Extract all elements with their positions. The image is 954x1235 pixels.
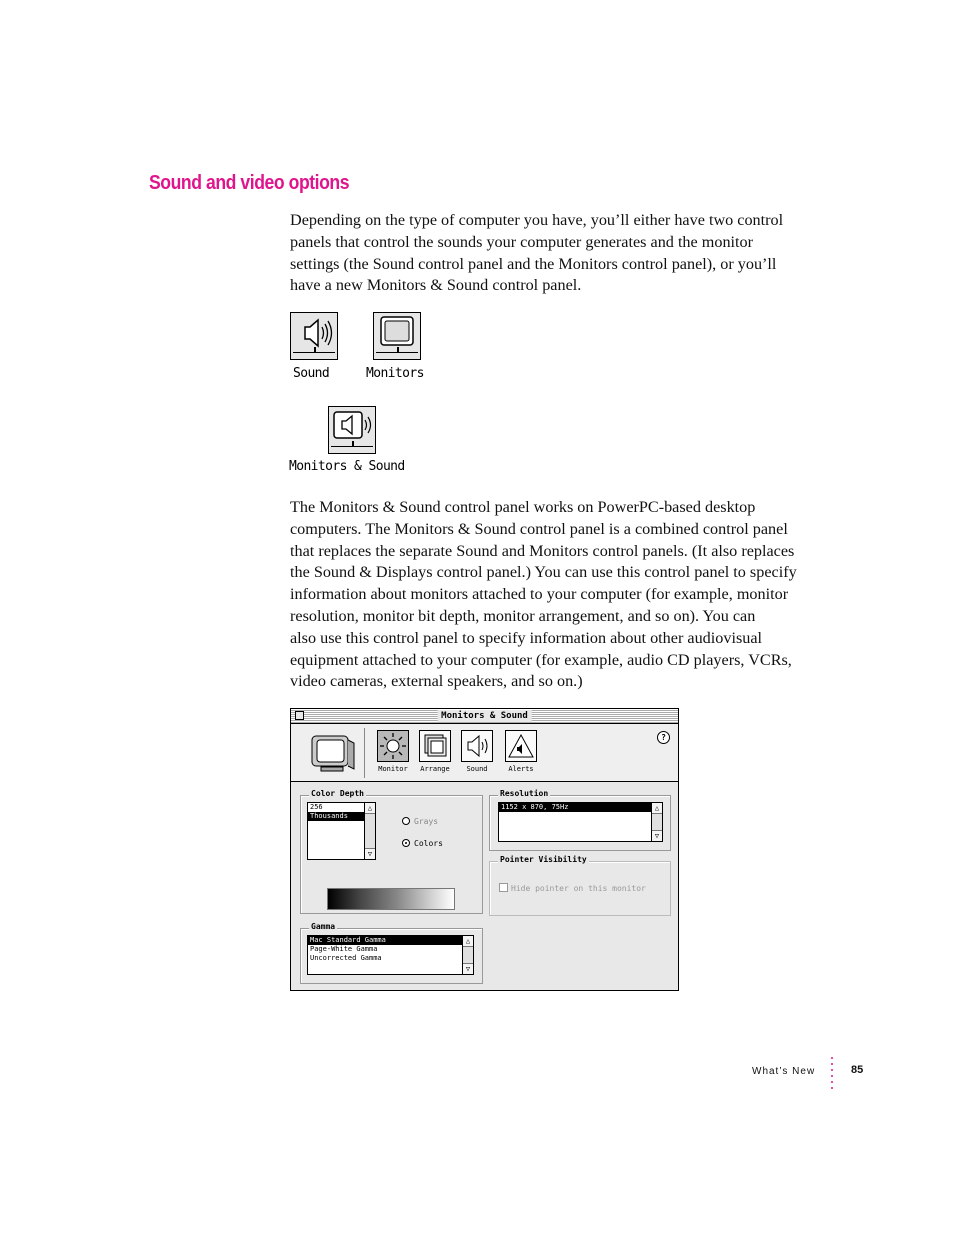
monitors-control-panel-icon bbox=[373, 312, 421, 360]
scrollbar[interactable] bbox=[651, 803, 662, 841]
monitor-tab-label: Monitor bbox=[378, 765, 408, 773]
monitors-and-sound-control-panel-icon bbox=[328, 406, 376, 454]
list-item[interactable]: 256 bbox=[310, 803, 323, 811]
arrange-monitors-icon bbox=[420, 731, 450, 761]
pointer-visibility-group bbox=[489, 855, 671, 916]
gamma-list[interactable] bbox=[307, 935, 474, 975]
alerts-tab-button[interactable] bbox=[505, 730, 537, 762]
color-depth-group bbox=[300, 789, 483, 914]
list-item-selected[interactable]: 1152 x 870, 75Hz bbox=[499, 803, 651, 812]
paragraph-line: The Monitors & Sound control panel works on PowerPC-based desktop bbox=[290, 498, 756, 516]
paragraph-line: have a new Monitors & Sound control panel. bbox=[290, 276, 582, 295]
scroll-down-arrow-icon[interactable]: ▽ bbox=[463, 963, 473, 974]
scroll-up-arrow-icon[interactable]: △ bbox=[365, 803, 375, 814]
section-heading: Sound and video options bbox=[149, 172, 350, 194]
monitors-icon-label: Monitors bbox=[366, 366, 424, 381]
scroll-down-arrow-icon[interactable]: ▽ bbox=[365, 848, 375, 859]
monitor-tab-button[interactable] bbox=[377, 730, 409, 762]
paragraph-line: computers. The Monitors & Sound control panel is a combined control panel bbox=[290, 519, 788, 538]
paragraph-line: Depending on the type of computer you have, you’ll either have two control bbox=[290, 211, 784, 229]
checkbox-icon bbox=[499, 883, 508, 892]
paragraph-line: panels that control the sounds your computer generates and the monitor bbox=[290, 232, 754, 251]
resolution-title: Resolution bbox=[500, 789, 549, 798]
hide-pointer-label: Hide pointer on this monitor bbox=[511, 884, 646, 893]
sound-tab-button[interactable] bbox=[461, 730, 493, 762]
scrollbar[interactable] bbox=[462, 936, 473, 974]
list-item-selected[interactable]: Thousands bbox=[308, 812, 364, 821]
monitor-display-icon bbox=[309, 732, 357, 776]
paragraph-line: information about monitors attached to your computer (for example, monitor bbox=[290, 585, 789, 604]
toolbar bbox=[291, 724, 678, 782]
alerts-tab-label: Alerts bbox=[508, 765, 534, 773]
colors-label: Colors bbox=[414, 839, 443, 848]
resolution-group bbox=[489, 789, 671, 851]
radio-icon bbox=[402, 817, 410, 825]
intro-paragraph bbox=[290, 210, 838, 297]
sound-icon-label: Sound bbox=[293, 366, 330, 381]
color-depth-title: Color Depth bbox=[311, 789, 364, 798]
gamma-group bbox=[300, 922, 483, 984]
hide-pointer-checkbox[interactable] bbox=[499, 883, 646, 893]
list-item-selected[interactable]: Mac Standard Gamma bbox=[308, 936, 462, 945]
paragraph-line: also use this control panel to specify information about other audiovisual bbox=[290, 628, 763, 647]
arrange-tab-label: Arrange bbox=[420, 765, 450, 773]
sound-control-panel-icon bbox=[290, 312, 338, 360]
description-paragraph bbox=[290, 497, 838, 693]
gray-ramp-preview bbox=[327, 888, 455, 910]
pointer-visibility-title: Pointer Visibility bbox=[500, 855, 587, 864]
page-number: 85 bbox=[851, 1064, 864, 1076]
speaker-icon bbox=[462, 731, 492, 761]
radio-selected-icon bbox=[402, 839, 410, 847]
close-box-icon[interactable] bbox=[295, 711, 304, 720]
window-title: Monitors & Sound bbox=[437, 710, 532, 722]
running-footer-section: What’s New bbox=[752, 1066, 816, 1077]
paragraph-line: video cameras, external speakers, and so on.) bbox=[290, 672, 583, 691]
grays-label: Grays bbox=[414, 817, 439, 826]
paragraph-line: settings (the Sound control panel and the Monitors control panel), or you’ll bbox=[290, 254, 777, 273]
sound-tab-label: Sound bbox=[466, 765, 488, 773]
paragraph-line: the Sound & Displays control panel.) You can use this control panel to specify bbox=[290, 563, 797, 582]
footer-dot-leader bbox=[831, 1057, 833, 1093]
scroll-down-arrow-icon[interactable]: ▽ bbox=[652, 830, 662, 841]
resolution-list[interactable] bbox=[498, 802, 663, 842]
paragraph-line: resolution, monitor bit depth, monitor arrangement, and so on). You can bbox=[290, 606, 756, 625]
paragraph-line: equipment attached to your computer (for example, audio CD players, VCRs, bbox=[290, 650, 792, 669]
help-icon[interactable]: ? bbox=[657, 731, 670, 744]
color-depth-list[interactable] bbox=[307, 802, 376, 860]
list-item[interactable]: Page-White Gamma bbox=[310, 945, 378, 953]
alert-triangle-icon bbox=[506, 731, 536, 761]
monitors-sound-window bbox=[290, 708, 679, 991]
window-titlebar[interactable] bbox=[291, 709, 678, 724]
arrange-tab-button[interactable] bbox=[419, 730, 451, 762]
monitors-and-sound-icon-label: Monitors & Sound bbox=[289, 459, 405, 474]
paragraph-line: that replaces the separate Sound and Monitors control panels. (It also replaces bbox=[290, 541, 795, 560]
grays-radio[interactable] bbox=[402, 817, 438, 826]
scroll-up-arrow-icon[interactable]: △ bbox=[652, 803, 662, 814]
colors-radio[interactable] bbox=[402, 839, 443, 848]
sun-brightness-icon bbox=[378, 731, 408, 761]
scroll-up-arrow-icon[interactable]: △ bbox=[463, 936, 473, 947]
scrollbar[interactable] bbox=[364, 803, 375, 859]
gamma-title: Gamma bbox=[311, 922, 336, 931]
list-item[interactable]: Uncorrected Gamma bbox=[310, 954, 382, 962]
